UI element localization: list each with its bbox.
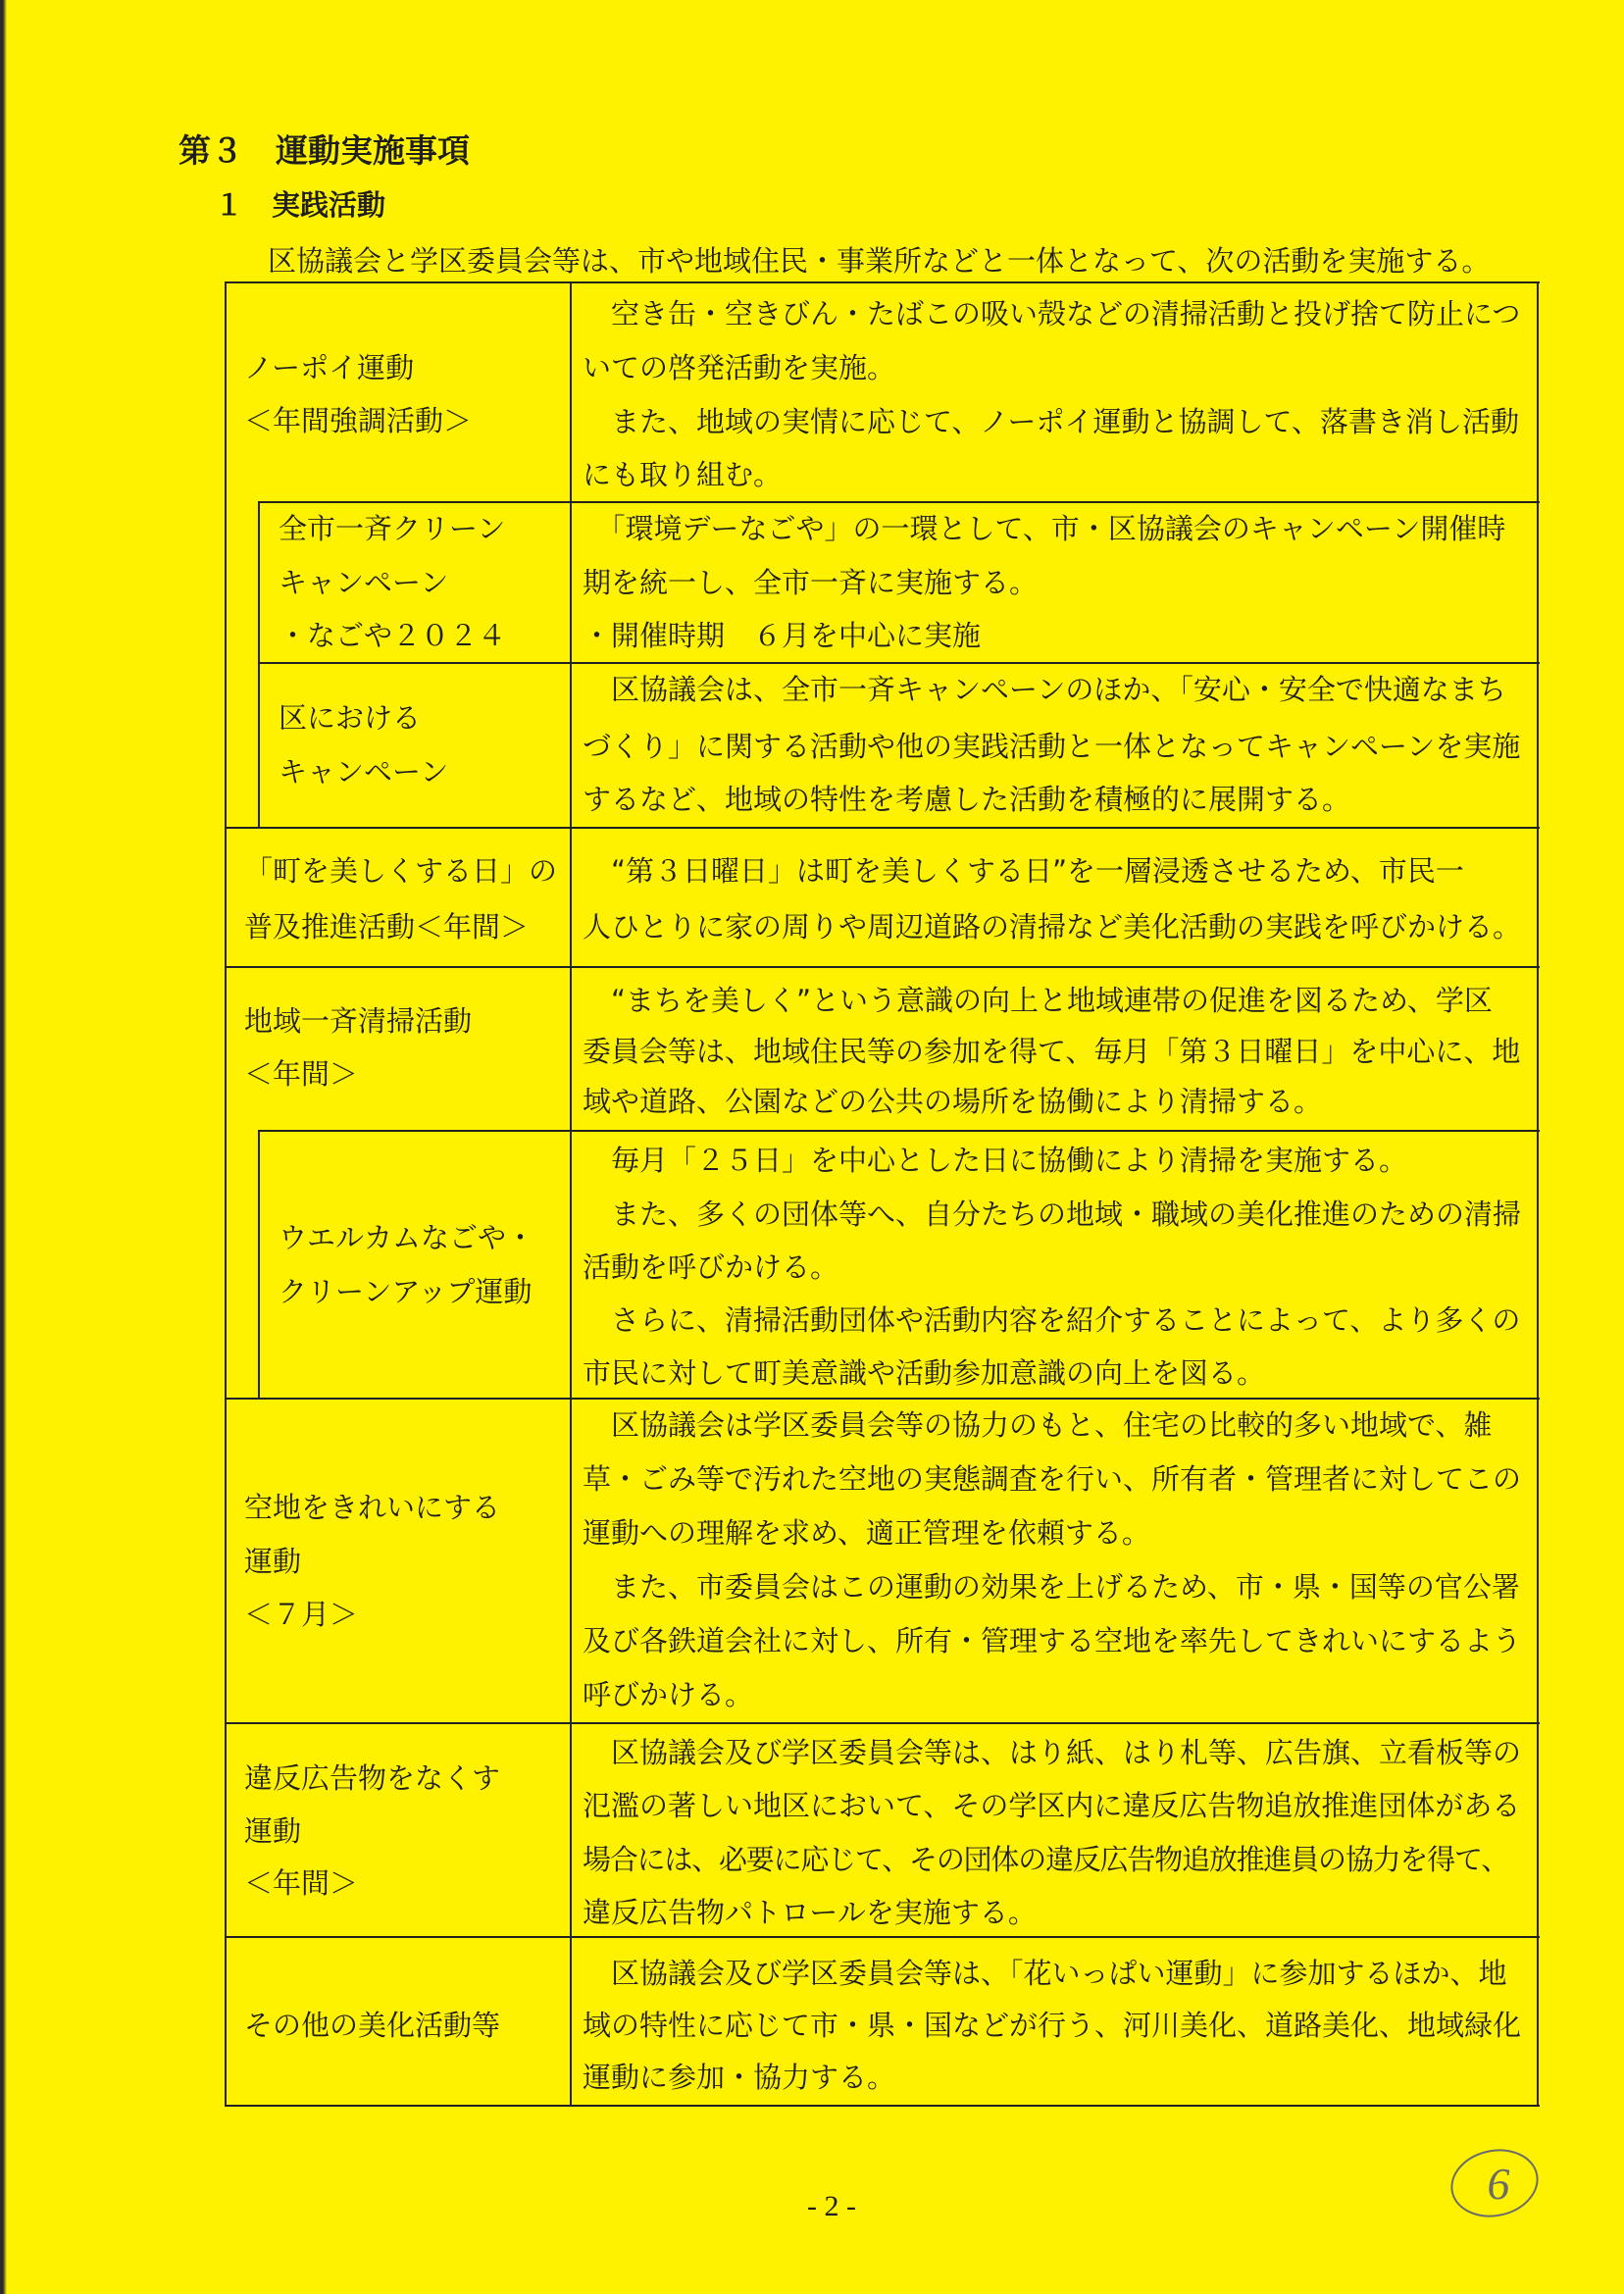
handwritten-circled-mark <box>1444 2142 1546 2224</box>
activity-label-line: キャンペーン <box>279 566 449 599</box>
activity-label-line: 運動 <box>244 1545 302 1578</box>
handwritten-mark-text: 6 <box>1487 2159 1510 2209</box>
activity-content-line: ・開催時期 ６月を中心に実施 <box>583 619 982 652</box>
activity-content-line: 域や道路、公園などの公共の場所を協働により清掃する。 <box>583 1085 1323 1118</box>
activity-label-cell <box>226 1937 571 2106</box>
activity-label-cell <box>226 828 571 966</box>
activity-label-cell <box>226 967 571 1131</box>
activity-content-line: にも取り組む。 <box>583 458 783 491</box>
activity-row-welcome-nagoya-cleanup <box>226 1131 1538 1399</box>
activity-label-line: ノーポイ運動 <box>244 351 415 384</box>
activity-content-line: 毎月「２５日」を中心とした日に協働により清掃を実施する。 <box>583 1144 1408 1177</box>
activity-content-line: “第３日曜日」は町を美しくする日”を一層浸透させるため、市民一 <box>583 854 1464 888</box>
activity-content-cell <box>571 663 1538 827</box>
activity-label-line: その他の美化活動等 <box>244 2009 501 2042</box>
activity-row-illegal-advertisements <box>226 1723 1538 1937</box>
activity-content-line: 委員会等は、地域住民等の参加を得て、毎月「第３日曜日」を中心に、地 <box>583 1035 1521 1068</box>
page-number: - 2 - <box>807 2190 856 2222</box>
activity-row-ward-campaign <box>226 663 1538 827</box>
activity-content-line: 人ひとりに家の周りや周辺道路の清掃など美化活動の実践を呼びかける。 <box>583 910 1522 943</box>
activity-content-line: 運動への理解を求め、適正管理を依頼する。 <box>583 1516 1150 1550</box>
activity-label-line: ＜年間＞ <box>244 1866 359 1900</box>
activity-content-cell <box>571 502 1538 663</box>
activity-content-cell <box>571 1399 1538 1723</box>
activity-content-line: また、多くの団体等へ、自分たちの地域・職域の美化推進のための清掃 <box>583 1198 1522 1231</box>
activity-label-line: 運動 <box>244 1814 302 1848</box>
activity-content-line: さらに、清掃活動団体や活動内容を紹介することによって、より多くの <box>583 1303 1521 1337</box>
activity-content-cell <box>571 1723 1538 1937</box>
activity-label-cell <box>226 282 571 502</box>
activity-content-line: 市民に対して町美意識や活動参加意識の向上を図る。 <box>583 1356 1266 1390</box>
activity-row-community-cleanup <box>226 967 1538 1131</box>
activity-content-line: また、地域の実情に応じて、ノーポイ運動と協調して、落書き消し活動 <box>583 405 1519 438</box>
activity-label-cell <box>226 1131 571 1399</box>
activity-content-line: 活動を呼びかける。 <box>583 1250 839 1284</box>
activity-content-line: 期を統一し、全市一斉に実施する。 <box>583 566 1039 599</box>
activity-label-line: ・なごや２０２４ <box>279 619 507 652</box>
scan-edge <box>0 0 7 2294</box>
activity-label-line: キャンペーン <box>279 755 449 789</box>
activity-label-line: 空地をきれいにする <box>244 1491 501 1524</box>
activity-content-line: 域の特性に応じて市・県・国などが行う、河川美化、道路美化、地域緑化 <box>583 2009 1522 2042</box>
activity-label-cell <box>226 1723 571 1937</box>
activity-label-line: 全市一斉クリーン <box>279 512 506 545</box>
activity-label-line: 「町を美しくする日」の <box>244 854 558 888</box>
activity-label-line: クリーンアップ運動 <box>279 1275 533 1308</box>
activity-label-line: ＜年間強調活動＞ <box>244 404 473 437</box>
activity-label-line: 地域一斉清掃活動 <box>244 1004 473 1038</box>
activity-content-line: 区協議会及び学区委員会等は、はり紙、はり札等、広告旗、立看板等の <box>583 1736 1522 1769</box>
intro-paragraph: 区協議会と学区委員会等は、市や地域住民・事業所などと一体となって、次の活動を実施する。 <box>268 244 1491 278</box>
activity-row-vacant-lot-cleanup <box>226 1399 1538 1723</box>
activity-content-line: するなど、地域の特性を考慮した活動を積極的に展開する。 <box>583 783 1351 816</box>
activity-label-line: ウエルカムなごや・ <box>279 1221 535 1254</box>
activity-label-line: 区における <box>279 701 422 735</box>
activity-content-line: 及び各鉄道会社に対し、所有・管理する空地を率先してきれいにするよう <box>583 1624 1522 1657</box>
activity-label-line: 普及推進活動＜年間＞ <box>244 910 530 943</box>
activity-content-line: “まちを美しく”という意識の向上と地域連帯の促進を図るため、学区 <box>583 984 1493 1017</box>
activity-row-other-beautification <box>226 1937 1538 2106</box>
activity-content-cell <box>571 967 1538 1131</box>
activity-content-line: 氾濫の著しい地区において、その学区内に違反広告物追放推進団体がある <box>583 1789 1521 1822</box>
activity-content-line: 違反広告物パトロールを実施する。 <box>583 1896 1037 1929</box>
activity-content-cell <box>571 1937 1538 2106</box>
activity-label-cell <box>226 1399 571 1723</box>
subsection-heading: １ 実践活動 <box>215 188 386 222</box>
activity-label-line: 違反広告物をなくす <box>244 1761 501 1795</box>
activity-label-line: ＜７月＞ <box>244 1598 359 1631</box>
activity-label-cell <box>226 663 571 827</box>
activity-content-line: 区協議会は学区委員会等の協力のもと、住宅の比較的多い地域で、雑 <box>583 1408 1493 1442</box>
activity-content-line: また、市委員会はこの運動の効果を上げるため、市・県・国等の官公署 <box>583 1570 1520 1604</box>
activity-row-no-poi <box>226 282 1538 502</box>
activity-content-line: 運動に参加・協力する。 <box>583 2061 896 2094</box>
activity-row-beautiful-town-day <box>226 828 1538 966</box>
activity-content-cell <box>571 828 1538 966</box>
activity-content-line: 呼びかける。 <box>583 1678 754 1711</box>
activity-content-cell <box>571 1131 1538 1399</box>
activity-content-cell <box>571 282 1538 502</box>
activity-content-line: いての啓発活動を実施。 <box>583 351 896 384</box>
activity-content-line: 「環境デーなごや」の一環として、市・区協議会のキャンペーン開催時 <box>583 512 1506 545</box>
activity-content-line: 草・ごみ等で汚れた空地の実態調査を行い、所有者・管理者に対してこの <box>583 1462 1522 1496</box>
activity-content-line: づくり」に関する活動や他の実践活動と一体となってキャンペーンを実施 <box>583 730 1521 763</box>
activity-content-line: 区協議会及び学区委員会等は、「花いっぱい運動」に参加するほか、地 <box>583 1957 1507 1990</box>
activity-content-line: 場合には、必要に応じて、その団体の違反広告物追放推進員の協力を得て、 <box>583 1843 1509 1876</box>
activity-content-line: 空き缶・空きびん・たばこの吸い殻などの清掃活動と投げ捨て防止につ <box>583 297 1521 331</box>
activity-label-cell <box>226 502 571 663</box>
activity-label-line: ＜年間＞ <box>244 1057 359 1091</box>
activity-row-citywide-clean-campaign <box>226 502 1538 663</box>
section-heading: 第３ 運動実施事項 <box>178 131 470 170</box>
activity-content-line: 区協議会は、全市一斉キャンペーンのほか、「安心・安全で快適なまち <box>583 673 1506 706</box>
